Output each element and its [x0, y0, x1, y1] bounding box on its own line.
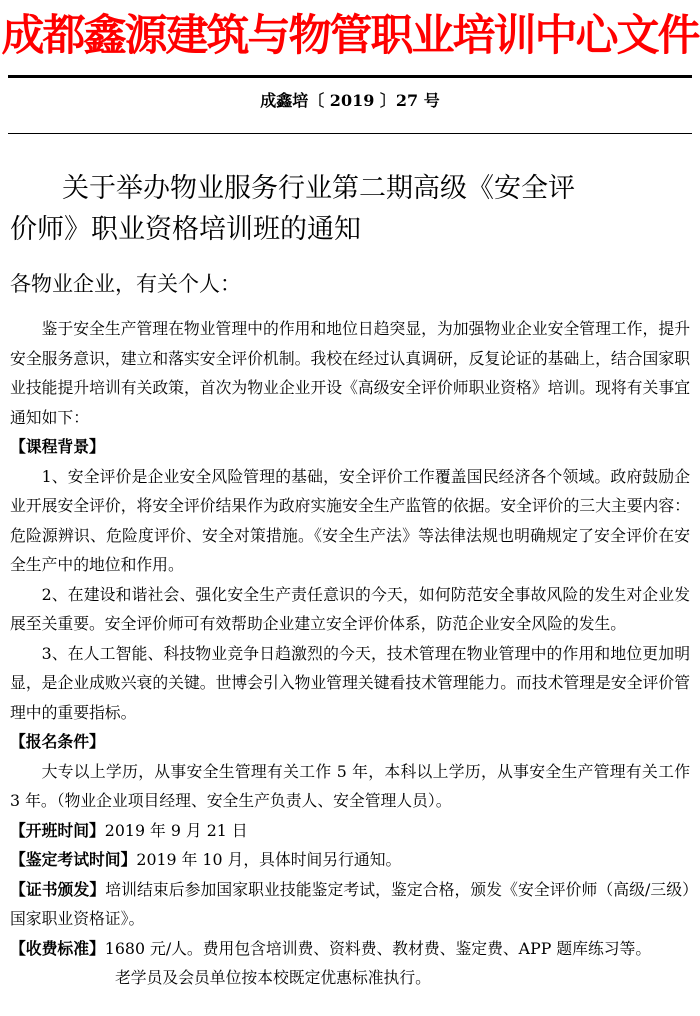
- exam-date-value: 2019 年 10 月，具体时间另行通知。: [136, 850, 402, 869]
- start-date-label: 【开班时间】: [10, 820, 105, 840]
- header-rule-top: [8, 75, 692, 78]
- start-date-value: 2019 年 9 月 21 日: [104, 820, 248, 840]
- section-heading-background: 【课程背景】: [10, 437, 105, 456]
- fees-label: 【收费标准】: [10, 938, 105, 958]
- background-paragraph-2: 2、在建设和谐社会、强化安全生产责任意识的今天，如何防范安全事故风险的发生对企业发展至关重要。安全评价师可有效帮助企业建立安全评价体系，防范企业安全风险的发生。: [10, 584, 690, 633]
- background-paragraph-3: 3、在人工智能、科技物业竞争日趋激烈的今天，技术管理在物业管理中的作用和地位更加明显，是企业成败兴衰的关键。世博会引入物业管理关键看技术管理能力。而技术管理是安全评价管理中的重要指标。: [10, 643, 690, 722]
- exam-date-line: [10, 845, 690, 875]
- start-date-line: [10, 816, 690, 846]
- org-title: 成都鑫源建筑与物管职业培训中心文件: [1, 11, 699, 61]
- notice-title-line-1: 关于举办物业服务行业第二期高级《安全评: [62, 173, 575, 204]
- intro-paragraph: 鉴于安全生产管理在物业管理中的作用和地位日趋突显，为加强物业企业安全管理工作，提升安全服务意识，建立和落实安全评价机制。我校在经过认真调研，反复论证的基础上，结合国家职业技能提升培训有关政策，首次为物业企业开设《高级安全评价师职业资格》培训。现将有关事宜通知如下：: [10, 319, 690, 427]
- fees-note: 老学员及会员单位按本校既定优惠标准执行。: [115, 968, 431, 987]
- exam-date-label: 【鉴定考试时间】: [10, 850, 137, 869]
- document-body: [10, 314, 690, 993]
- background-paragraph-1: 1、安全评价是企业安全风险管理的基础，安全评价工作覆盖国民经济各个领域。政府鼓励企业开展安全评价，将安全评价结果作为政府实施安全生产监管的依据。安全评价的三大主要内容：危险源辨识、危险度评价、安全对策措施。《安全生产法》等法律法规也明确规定了安全评价在安全生产中的地位和作用。: [10, 466, 690, 574]
- certificate-line: [10, 875, 690, 934]
- certificate-label: 【证书颁发】: [10, 879, 106, 899]
- certificate-value: 培训结束后参加国家职业技能鉴定考试，鉴定合格，颁发《安全评价师（高级/三级）国家职业资格证》。: [10, 879, 690, 928]
- fees-value: 1680 元/人。费用包含培训费、资料费、教材费、鉴定费、APP 题库练习等。: [104, 938, 652, 958]
- notice-title: [10, 168, 690, 250]
- section-heading-eligibility: 【报名条件】: [10, 732, 105, 751]
- header-rule-bottom: [8, 133, 692, 134]
- eligibility-paragraph: 大专以上学历，从事安全生管理有关工作 5 年，本科以上学历，从事安全生产管理有关工作 3 年。（物业企业项目经理、安全生产负责人、安全管理人员）。: [10, 761, 690, 810]
- notice-title-line-2: 价师》职业资格培训班的通知: [10, 214, 361, 245]
- fees-line: [10, 934, 690, 964]
- doc-number: 成鑫培〔 2019 〕27 号: [260, 91, 440, 110]
- salutation: 各物业企业，有关个人：: [10, 272, 241, 296]
